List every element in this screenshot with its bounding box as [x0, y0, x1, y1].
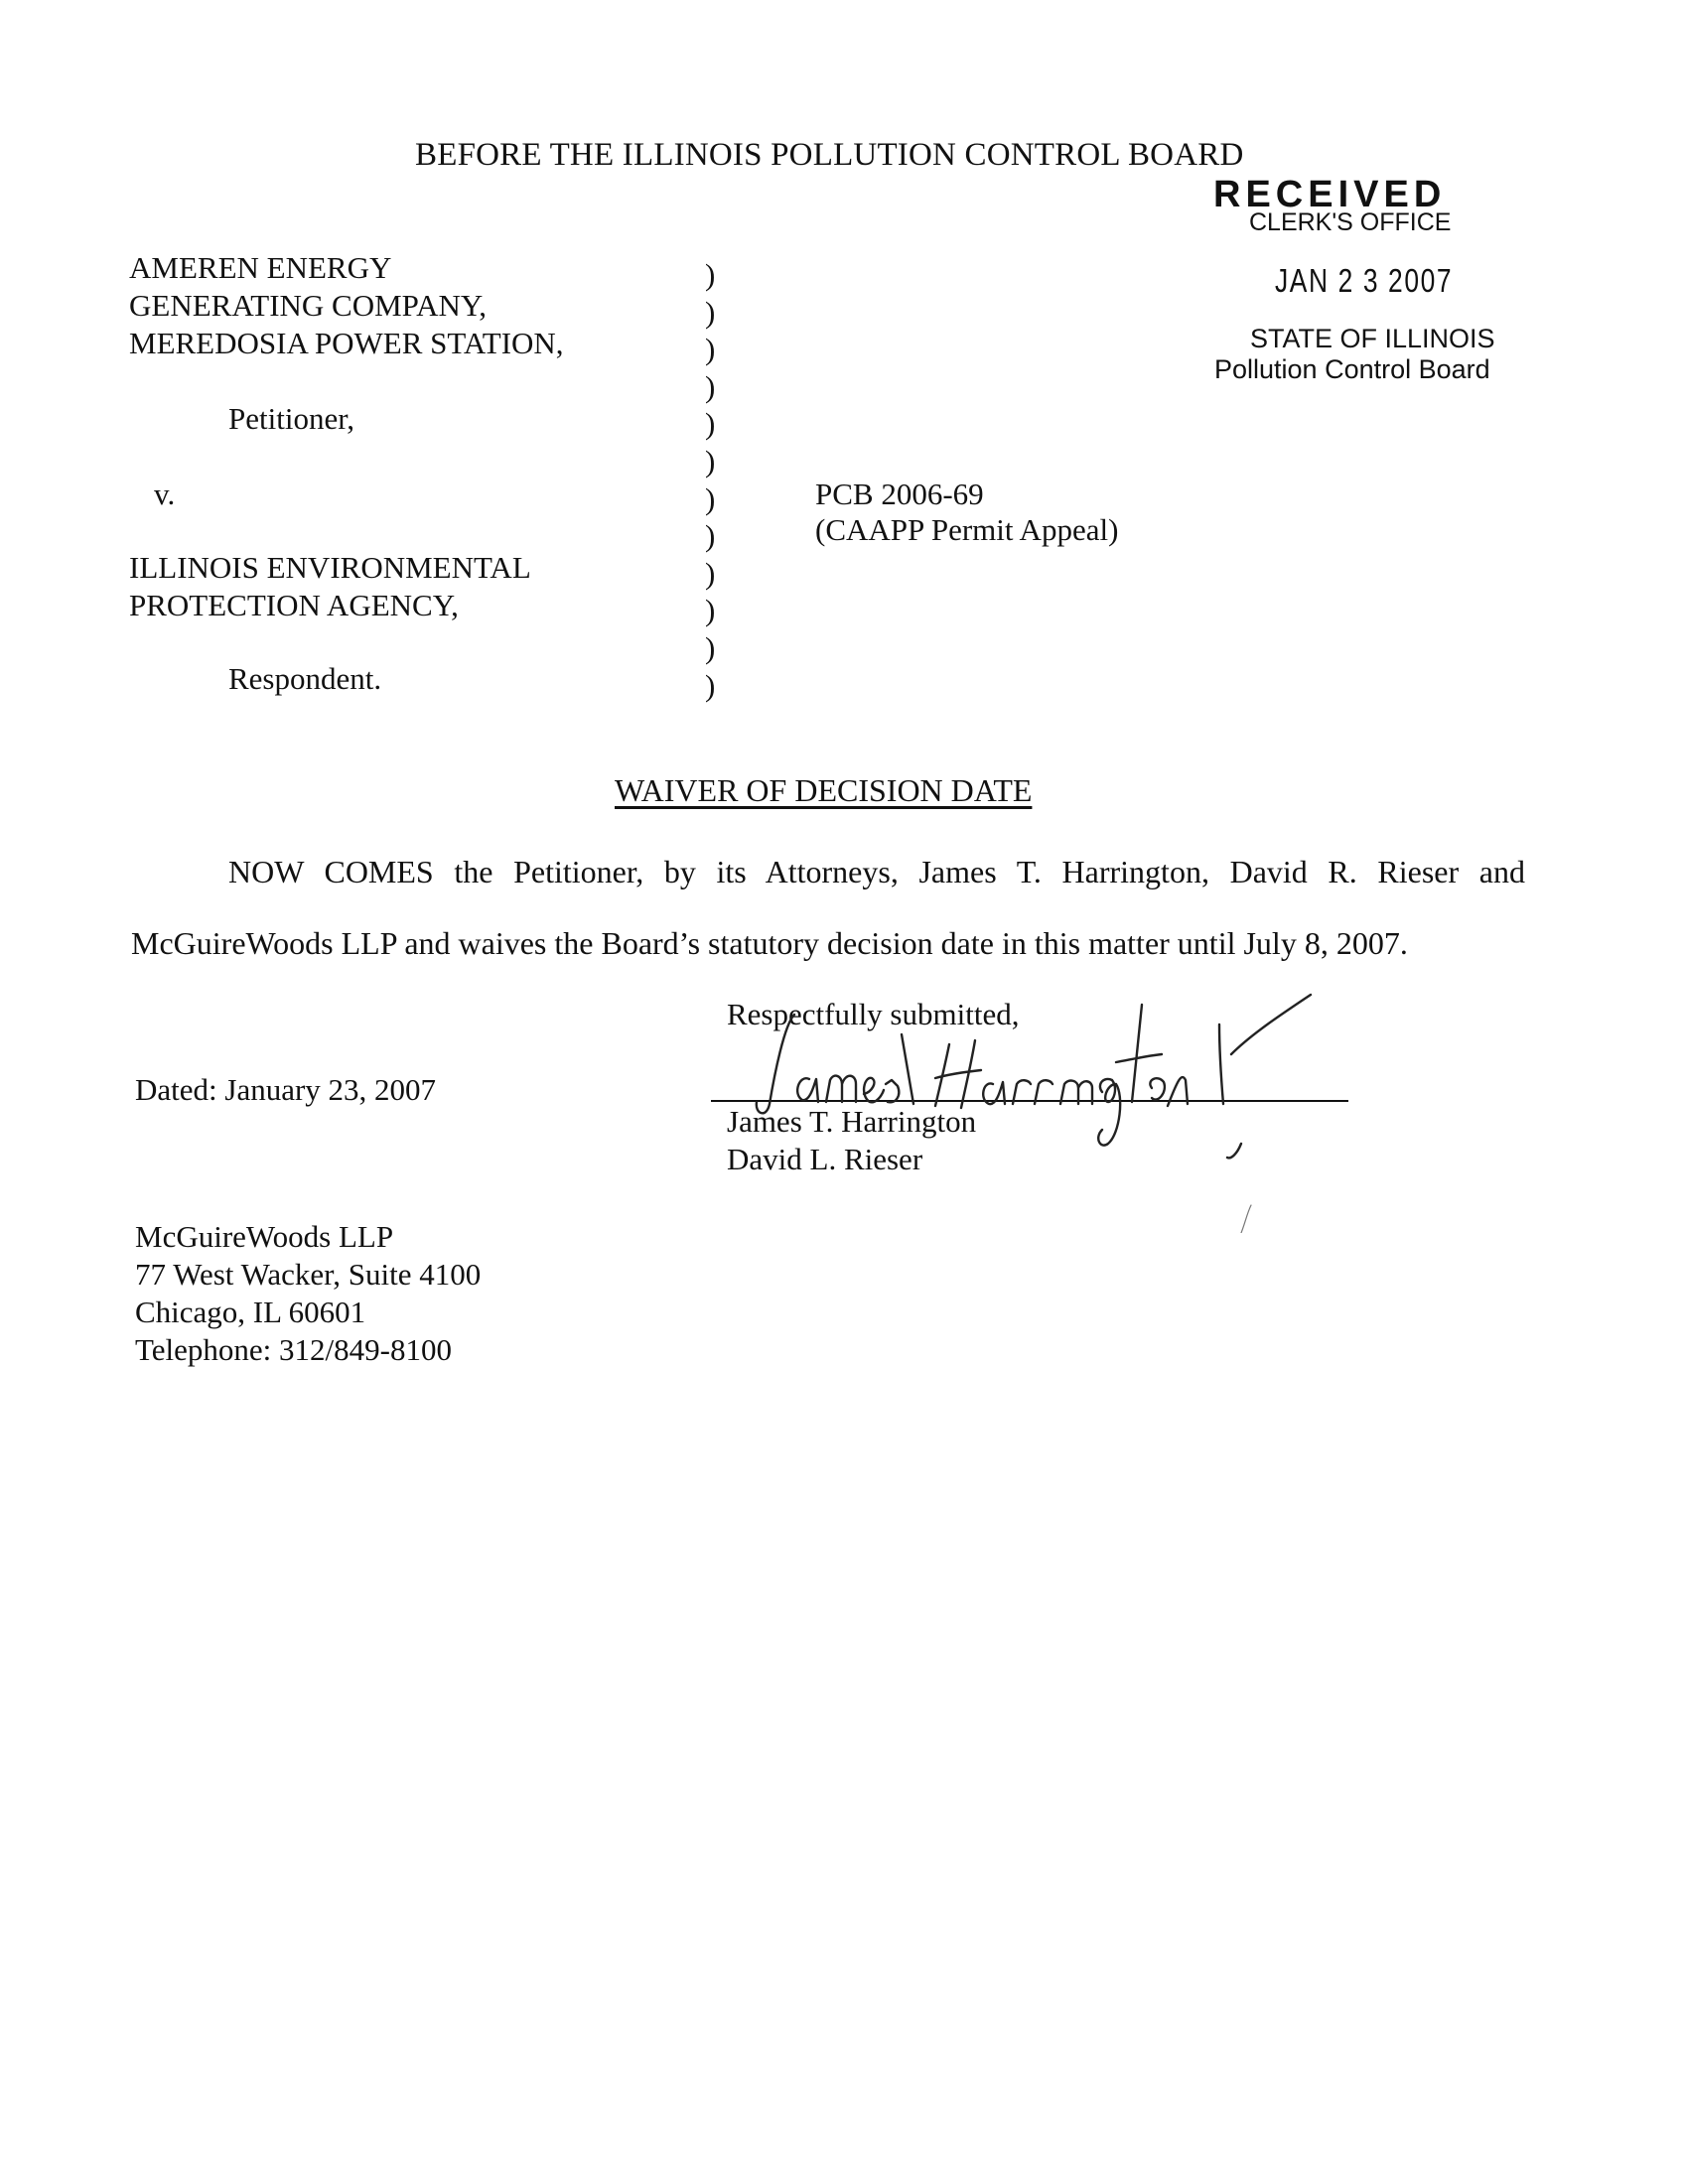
petitioner-name-line: AMEREN ENERGY [129, 250, 392, 285]
petitioner-name-line: MEREDOSIA POWER STATION, [129, 326, 564, 360]
case-number: PCB 2006-69 [815, 477, 984, 511]
closing-text: Respectfully submitted, [727, 997, 1020, 1031]
stamp-date: JAN 2 3 2007 [1275, 262, 1454, 299]
caption-paren: ) [705, 593, 716, 628]
petitioner-role: Petitioner, [228, 401, 355, 436]
caption-paren: ) [705, 332, 716, 367]
document-title: WAIVER OF DECISION DATE [615, 772, 1033, 808]
stamp-received-label: RECEIVED [1213, 174, 1447, 215]
document-heading: BEFORE THE ILLINOIS POLLUTION CONTROL BOARD [415, 137, 1244, 173]
caption-paren: ) [705, 257, 716, 292]
caption-paren: ) [705, 555, 716, 591]
signer-name: David L. Rieser [727, 1142, 923, 1176]
caption-paren: ) [705, 294, 716, 330]
body-paragraph [131, 836, 1525, 979]
respondent-role: Respondent. [228, 661, 382, 696]
respondent-name-line: PROTECTION AGENCY, [129, 588, 459, 622]
firm-address-line: Chicago, IL 60601 [135, 1295, 366, 1329]
caption-paren-column [705, 256, 725, 704]
caption-paren: ) [705, 629, 716, 665]
firm-address-line: 77 West Wacker, Suite 4100 [135, 1257, 482, 1292]
body-line: McGuireWoods LLP and waives the Board’s statutory decision date in this matter until July 8, 2007. [131, 925, 1408, 961]
petitioner-name-line: GENERATING COMPANY, [129, 288, 487, 323]
firm-phone: Telephone: 312/849-8100 [135, 1332, 452, 1367]
caption-paren: ) [705, 443, 716, 478]
caption-paren: ) [705, 667, 716, 703]
stamp-office-label: CLERK'S OFFICE [1249, 208, 1452, 236]
caption-paren: ) [705, 406, 716, 442]
respondent-name-line: ILLINOIS ENVIRONMENTAL [129, 550, 531, 585]
caption-paren: ) [705, 368, 716, 404]
caption-paren: ) [705, 480, 716, 516]
firm-name: McGuireWoods LLP [135, 1219, 394, 1254]
signer-name: James T. Harrington [727, 1104, 977, 1139]
dated-line: Dated: January 23, 2007 [135, 1072, 437, 1107]
stamp-state-label: STATE OF ILLINOIS [1250, 324, 1495, 353]
caption-paren: ) [705, 518, 716, 554]
body-line: NOW COMES the Petitioner, by its Attorneys, James T. Harrington, David R. Rieser and [228, 854, 1525, 889]
stamp-board-label: Pollution Control Board [1214, 354, 1490, 384]
case-type: (CAAPP Permit Appeal) [815, 512, 1119, 547]
versus-label: v. [154, 477, 176, 511]
